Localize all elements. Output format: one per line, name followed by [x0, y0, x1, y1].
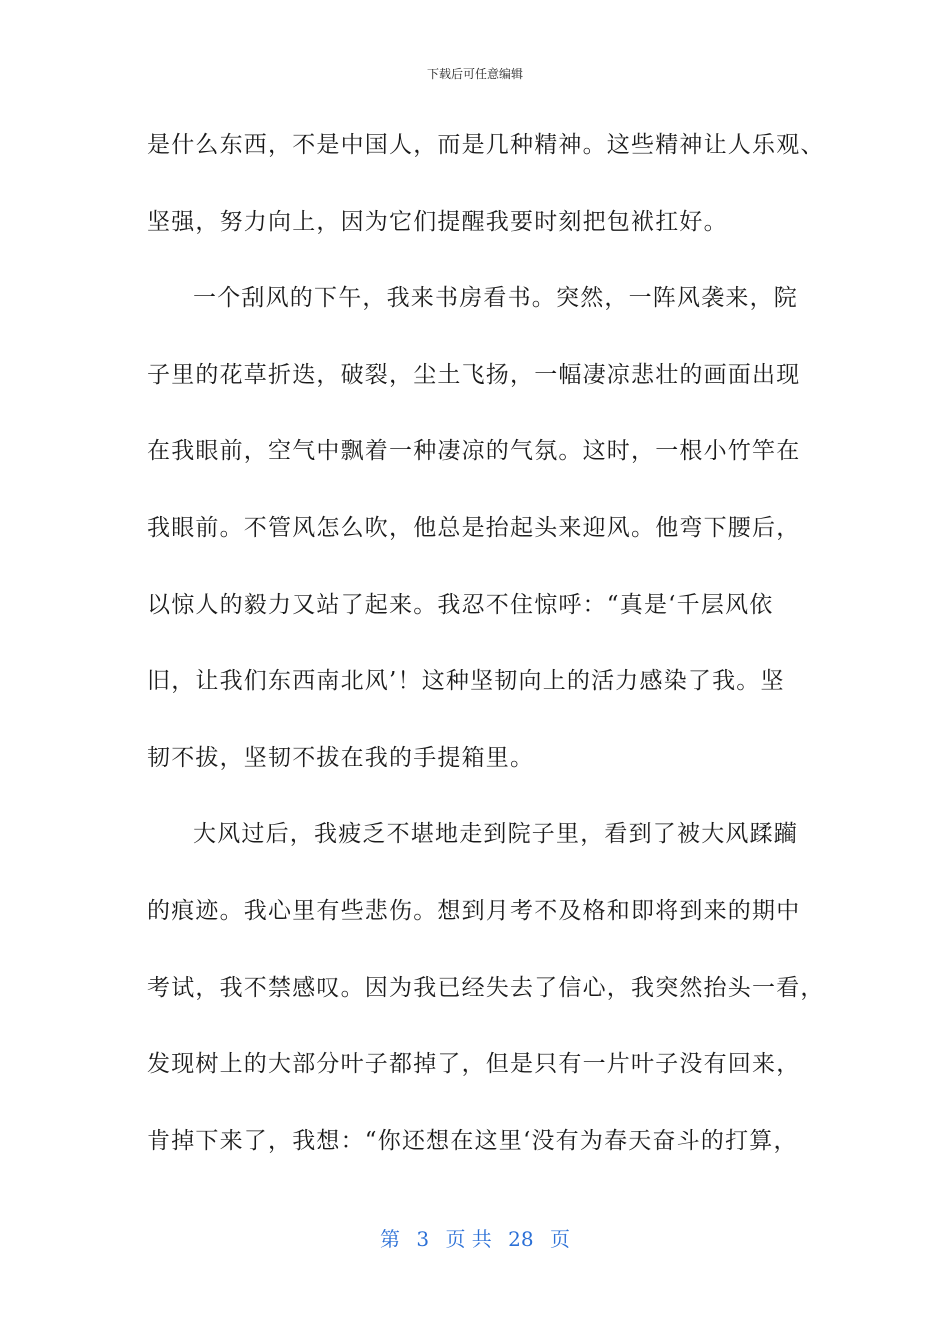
current-page-number: 3: [416, 1227, 430, 1251]
paragraph-start-line: 大风过后，我疲乏不堪地走到院子里，看到了被大风蹂躏: [193, 821, 798, 848]
text-line: 坚强，努力向上，因为它们提醒我要时刻把包袱扛好。: [147, 208, 728, 235]
total-pages-number: 28: [508, 1227, 534, 1251]
paragraph-start-line: 一个刮风的下午，我来书房看书。突然，一阵风袭来，院: [193, 285, 798, 312]
text-line: 韧不拔，坚韧不拔在我的手提箱里。: [147, 744, 535, 771]
text-line: 的痕迹。我心里有些悲伤。想到月考不及格和即将到来的期中: [147, 897, 801, 924]
text-line: 发现树上的大部分叶子都掉了，但是只有一片叶子没有回来，: [147, 1051, 801, 1078]
text-line: 肯掉下来了，我想：“你还想在这里‘没有为春天奋斗的打算，: [147, 1127, 798, 1154]
document-body: [147, 119, 847, 1191]
text-line: 子里的花草折迭，破裂，尘土飞扬，一幅凄凉悲壮的画面出现: [147, 361, 801, 388]
text-line: 以惊人的毅力又站了起来。我忍不住惊呼：“真是‘千层风依: [147, 591, 774, 618]
page-counter-prefix: 第: [380, 1227, 400, 1251]
page-counter-middle: 页 共: [445, 1227, 492, 1251]
text-line: 考试，我不禁感叹。因为我已经失去了信心，我突然抬头一看，: [147, 974, 825, 1001]
text-line: 我眼前。不管风怎么吹，他总是抬起头来迎风。他弯下腰后，: [147, 514, 801, 541]
text-line: 旧，让我们东西南北风’！这种坚韧向上的活力感染了我。坚: [147, 668, 785, 695]
page-counter: [0, 1226, 950, 1252]
page-counter-suffix: 页: [549, 1227, 570, 1251]
text-line: 是什么东西，不是中国人，而是几种精神。这些精神让人乐观、: [147, 132, 825, 158]
header-note: 下载后可任意编辑: [426, 67, 523, 81]
text-line: 在我眼前，空气中飘着一种凄凉的气氛。这时，一根小竹竿在: [147, 438, 801, 465]
